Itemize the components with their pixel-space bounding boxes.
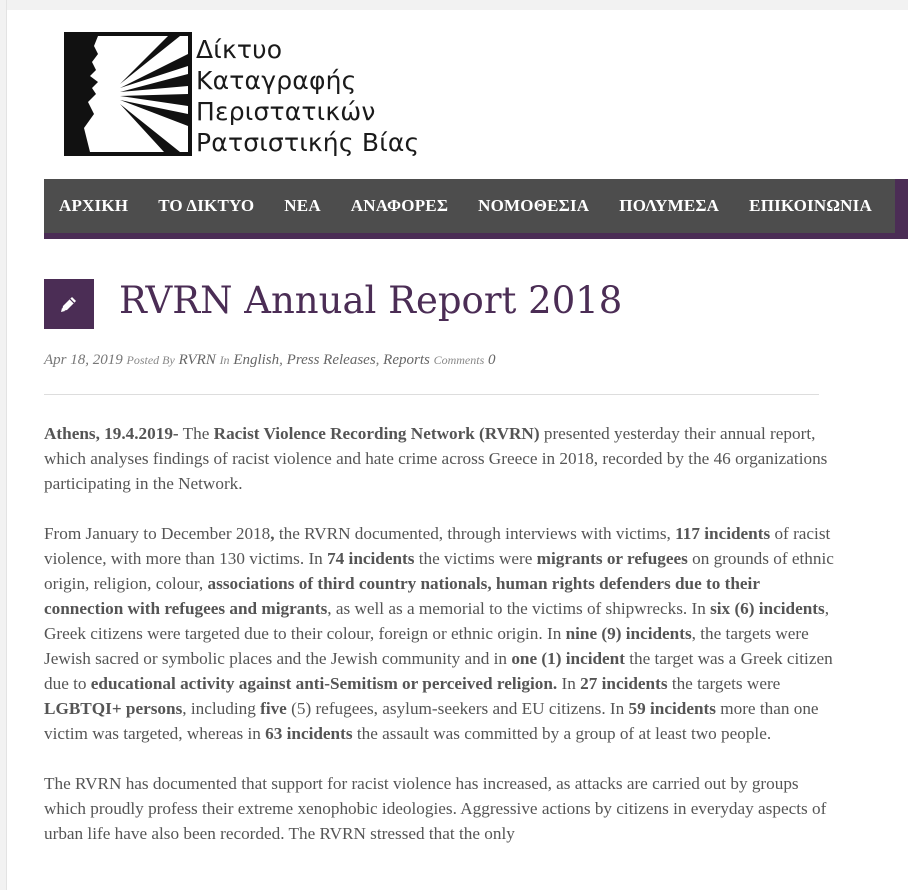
paragraph-text: (5) refugees, asylum-seekers and EU citizens. In: [286, 699, 629, 718]
paragraph-text: of racist violence, with more than 130 victims. In: [44, 524, 831, 568]
nav-accent-underline: [44, 233, 908, 239]
bold-text: associations of third country nationals, human rights defenders due to their connection with refugees and migrants: [44, 574, 760, 618]
window-top-edge: [0, 0, 908, 10]
paragraph-text: , Greek citizens were targeted due to their colour, foreign or ethnic origin. In: [44, 599, 829, 643]
bold-text: educational activity against anti-Semitism or perceived religion.: [90, 674, 558, 693]
paragraph-text: the assault was committed by a group of at least two people.: [352, 724, 772, 743]
post-format-badge: [44, 279, 94, 329]
bold-text: Athens, 19.4.2019-: [44, 424, 179, 443]
bold-text: five: [260, 699, 287, 718]
logo-line: Καταγραφής: [196, 66, 357, 95]
bold-text: ,: [270, 524, 275, 543]
paragraph-text: From January to December 2018: [44, 524, 271, 543]
post-author-link[interactable]: RVRN: [178, 352, 216, 368]
bold-text: one (1) incident: [511, 649, 625, 668]
paragraph-text: , the targets were Jewish sacred or symbolic places and the Jewish community and in: [44, 624, 809, 668]
nav-accent-edge: [895, 179, 908, 239]
paragraph-text: the targets were: [667, 674, 781, 693]
logo-text: [196, 34, 419, 158]
comments-count-link[interactable]: 0: [488, 352, 496, 368]
paragraph-text: the RVRN documented, through interviews with victims,: [274, 524, 676, 543]
bold-text: 117 incidents: [675, 524, 771, 543]
bold-text: 74 incidents: [327, 549, 415, 568]
post-meta: Apr 18, 2019 Posted By RVRN In English, Press Releases, Reports Comments 0: [44, 352, 496, 368]
paragraph-text: more than one victim was targeted, whereas in: [44, 699, 819, 743]
meta-divider: [44, 394, 819, 395]
window-left-edge: [0, 0, 7, 890]
paragraph-text: presented yesterday their annual report, which analyses findings of racist violence and hate crime across Greece in 2018, recorded by the 46 organizations participating in the Network.: [44, 424, 828, 493]
bold-text: migrants or refugees: [536, 549, 688, 568]
main-navigation: [44, 179, 908, 241]
post-paragraph: [44, 421, 834, 496]
pencil-icon: [59, 294, 79, 314]
bold-text: Racist Violence Recording Network (RVRN): [213, 424, 540, 443]
bold-text: 27 incidents: [580, 674, 668, 693]
logo-emblem: [64, 32, 192, 156]
paragraph-text: In: [557, 674, 581, 693]
nav-item-news[interactable]: ΝΕΑ: [284, 196, 321, 215]
posted-by-label: Posted By: [126, 353, 175, 367]
logo-line: Περιστατικών: [196, 97, 376, 126]
window-right-edge: [895, 10, 908, 890]
nav-items: [44, 179, 887, 233]
paragraph-text: the victims were: [414, 549, 537, 568]
nav-item-network[interactable]: ΤΟ ΔΙΚΤΥΟ: [158, 196, 255, 215]
bold-text: 59 incidents: [628, 699, 716, 718]
bold-text: six (6) incidents: [710, 599, 825, 618]
paragraph-text: the target was a Greek citizen due to: [44, 649, 833, 693]
category-link-reports[interactable]: Reports: [383, 352, 430, 368]
paragraph-text: , as well as a memorial to the victims of shipwrecks. In: [327, 599, 711, 618]
paragraph-text: The RVRN has documented that support for racist violence has increased, as attacks are carried out by groups which proudly profess their extreme xenophobic ideologies. Aggressive actions by citizens in everyday aspects of urban life have also been recorded. The RVRN stressed that the only: [44, 774, 827, 843]
nav-item-reports[interactable]: ΑΝΑΦΟΡΕΣ: [350, 196, 449, 215]
post-paragraph: [44, 771, 834, 846]
nav-item-legislation[interactable]: ΝΟΜΟΘΕΣΙΑ: [478, 196, 590, 215]
nav-item-multimedia[interactable]: ΠΟΛΥΜΕΣΑ: [619, 196, 720, 215]
logo-line: Δίκτυο: [196, 35, 283, 64]
post-title: RVRN Annual Report 2018: [119, 279, 623, 322]
post-paragraph: [44, 521, 834, 746]
paragraph-text: , including: [182, 699, 261, 718]
nav-item-contact[interactable]: ΕΠΙΚΟΙΝΩΝΙΑ: [749, 196, 872, 215]
bold-text: nine (9) incidents: [565, 624, 692, 643]
post-date: Apr 18, 2019: [44, 352, 123, 368]
site-logo[interactable]: [64, 32, 420, 160]
logo-line: Ρατσιστικής Βίας: [196, 128, 420, 157]
in-label: In: [219, 353, 230, 367]
paragraph-text: on grounds of ethnic origin, religion, colour,: [44, 549, 834, 593]
category-link-press-releases[interactable]: Press Releases: [286, 352, 376, 368]
post-content: [44, 421, 834, 871]
comments-label: Comments: [433, 353, 485, 367]
category-link-english[interactable]: English: [233, 352, 280, 368]
bold-text: 63 incidents: [265, 724, 353, 743]
nav-item-home[interactable]: ΑΡΧΙΚΗ: [59, 196, 129, 215]
bold-text: LGBTQI+ persons: [44, 699, 183, 718]
paragraph-text: The: [178, 424, 214, 443]
